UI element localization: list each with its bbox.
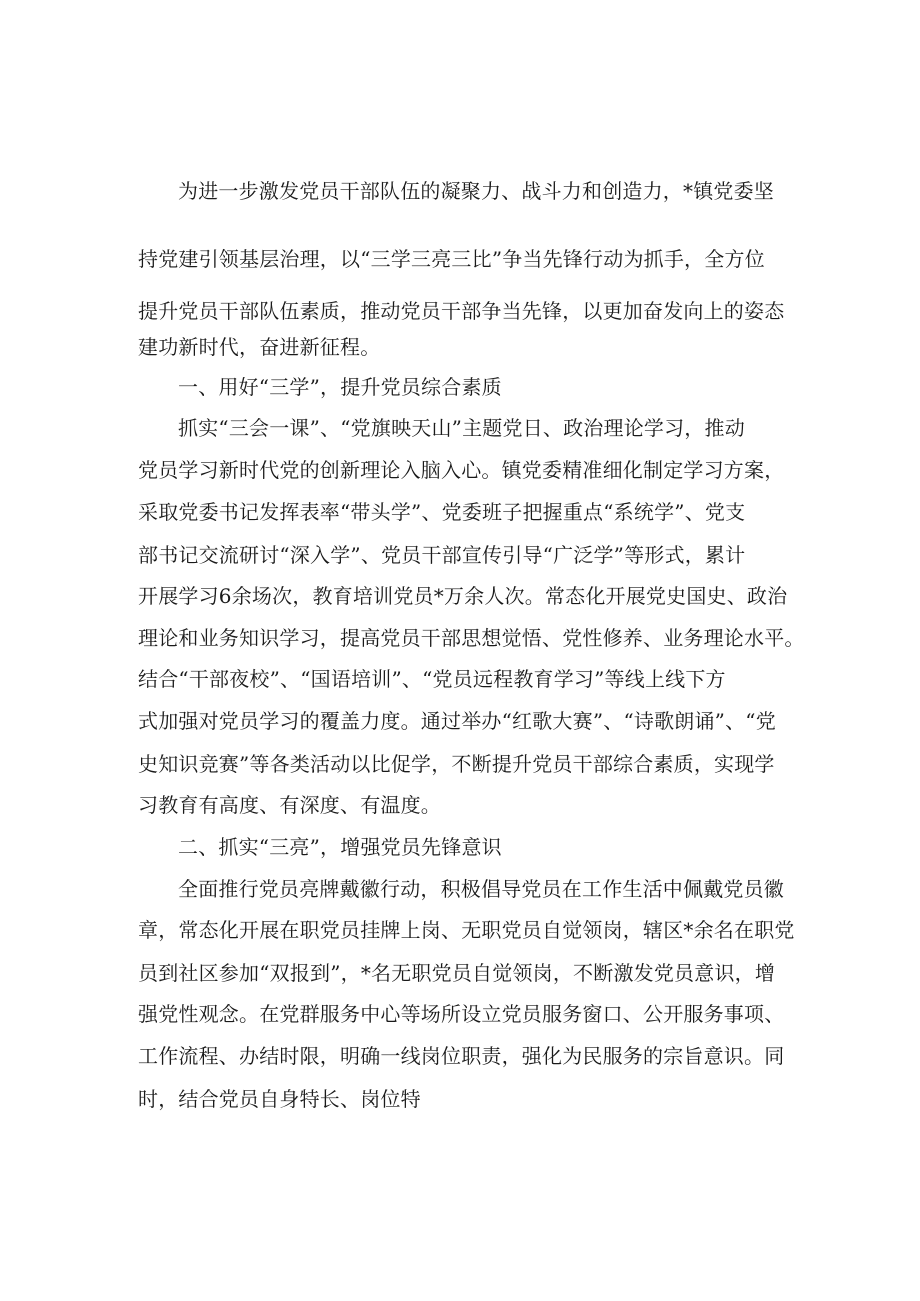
paragraph-1-line-4: 建功新时代，奋进新征程。: [138, 335, 381, 359]
paragraph-2-line-2: 党员学习新时代党的创新理论入脑入心。镇党委精准细化制定学习方案，: [138, 458, 785, 482]
paragraph-1-line-3: 提升党员干部队伍素质，推动党员干部争当先锋，以更加奋发向上的姿态: [138, 299, 785, 323]
section-heading-2: 二、抓实“三亮”，增强党员先锋意识: [178, 835, 502, 859]
paragraph-1-line-1: 为进一步激发党员干部队伍的凝聚力、战斗力和创造力，*镇党委坚: [178, 179, 774, 203]
paragraph-2-line-8: 式加强对党员学习的覆盖力度。通过举办“红歌大赛”、“诗歌朗诵”、“党: [138, 709, 776, 733]
paragraph-2-line-5: 开展学习6余场次，教育培训党员*万余人次。常态化开展党史国史、政治: [138, 584, 788, 608]
paragraph-3-line-2: 章，常态化开展在职党员挂牌上岗、无职党员自觉领岗，辖区*余名在职党: [138, 918, 795, 942]
paragraph-1-line-2: 持党建引领基层治理，以“三学三亮三比”争当先锋行动为抓手，全方位: [138, 247, 765, 271]
paragraph-3-line-6: 时，结合党员自身特长、岗位特: [138, 1087, 421, 1111]
paragraph-2-line-1: 抓实“三会一课”、“党旗映天山”主题党日、政治理论学习，推动: [178, 416, 745, 440]
paragraph-2-line-9: 史知识竞赛”等各类活动以比促学，不断提升党员干部综合素质，实现学: [138, 752, 775, 776]
paragraph-2-line-6: 理论和业务知识学习，提高党员干部思想觉悟、党性修养、业务理论水平。: [138, 626, 805, 650]
section-heading-1: 一、用好“三学”，提升党员综合素质: [178, 375, 502, 399]
paragraph-2-line-7: 结合“干部夜校”、“国语培训”、“党员远程教育学习”等线上线下方: [138, 667, 726, 691]
paragraph-3-line-4: 强党性观念。在党群服务中心等场所设立党员服务窗口、公开服务事项、: [138, 1002, 785, 1026]
paragraph-2-line-10: 习教育有高度、有深度、有温度。: [138, 793, 441, 817]
paragraph-2-line-4: 部书记交流研讨“深入学”、党员干部宣传引导“广泛学”等形式，累计: [138, 543, 746, 567]
paragraph-3-line-5: 工作流程、办结时限，明确一线岗位职责，强化为民服务的宗旨意识。同: [138, 1044, 785, 1068]
paragraph-3-line-1: 全面推行党员亮牌戴徽行动，积极倡导党员在工作生活中佩戴党员徽: [178, 877, 784, 901]
paragraph-3-line-3: 员到社区参加“双报到”，*名无职党员自觉领岗，不断激发党员意识，增: [138, 961, 776, 985]
paragraph-2-line-3: 采取党委书记发挥表率“带头学”、党委班子把握重点“系统学”、党支: [138, 500, 746, 524]
